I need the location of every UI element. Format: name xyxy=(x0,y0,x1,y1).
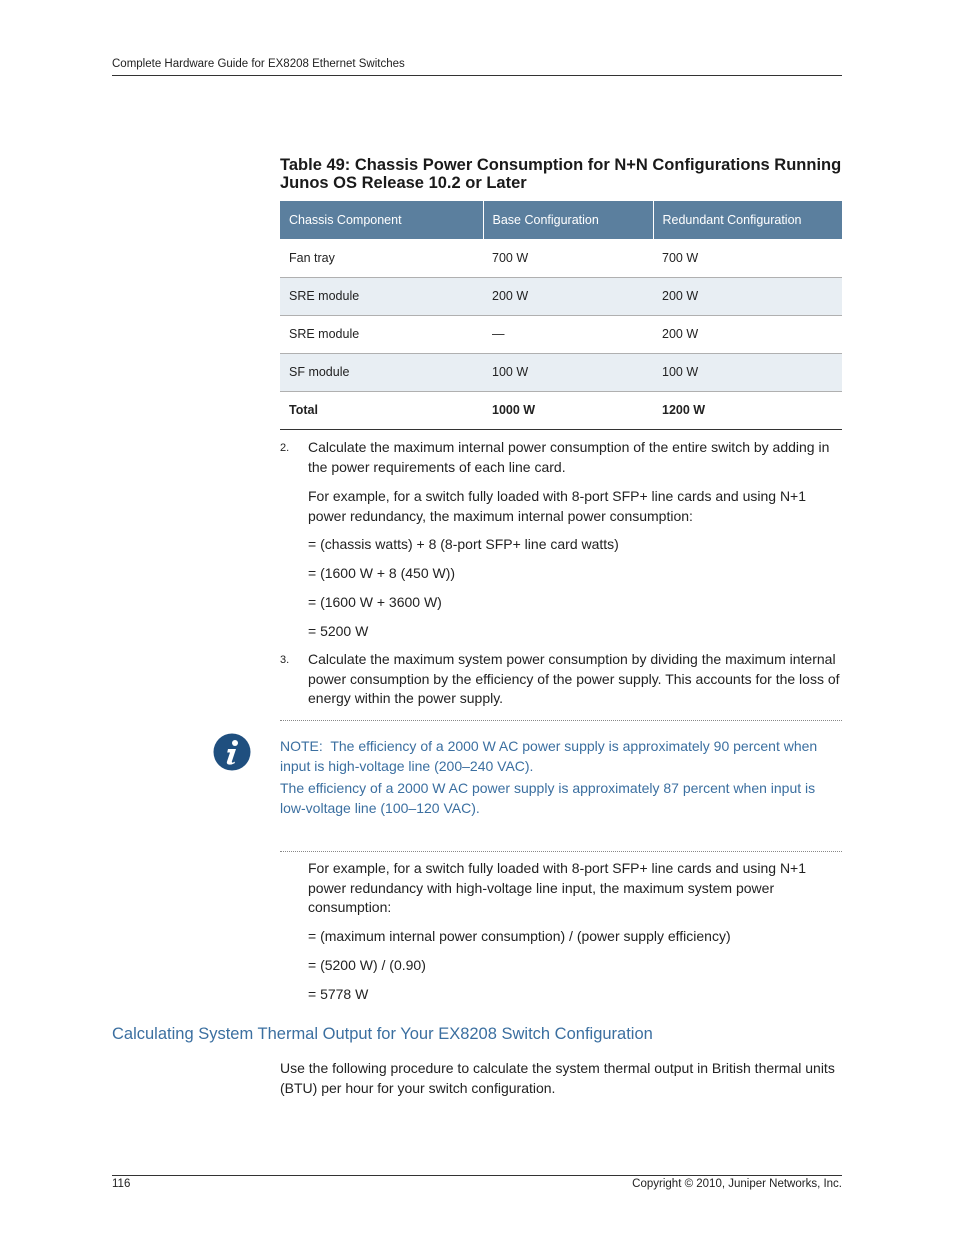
example-text: For example, for a switch fully loaded with 8-port SFP+ line cards and using N+1 power redundancy with high-voltage line input, the maximum system power consumption: xyxy=(308,860,807,915)
note-divider xyxy=(280,720,842,721)
running-header: Complete Hardware Guide for EX8208 Ethernet Switches xyxy=(112,58,405,70)
note-paragraph xyxy=(280,737,844,776)
table-cell: 700 W xyxy=(653,239,842,277)
header-rule xyxy=(112,75,842,76)
section-heading: Calculating System Thermal Output for Your EX8208 Switch Configuration xyxy=(112,1025,653,1043)
step-text: Calculate the maximum system power consumption by dividing the maximum internal power consumption by the efficiency of the power supply. This accounts for the loss of energy within the power supply. xyxy=(308,651,840,706)
column-header: Base Configuration xyxy=(483,201,653,239)
step-text: Calculate the maximum internal power consumption of the entire switch by adding in the power requirements of each line card. xyxy=(308,439,830,475)
table-cell: Fan tray xyxy=(280,239,483,277)
table-cell: Total xyxy=(280,391,483,429)
power-consumption-table xyxy=(280,201,842,430)
equation-line: = 5200 W xyxy=(308,623,369,639)
equation-line: = (1600 W + 8 (450 W)) xyxy=(308,565,456,581)
table-cell: 100 W xyxy=(483,353,653,391)
table-row xyxy=(280,315,842,353)
table-header-row xyxy=(280,201,842,239)
table-caption: Table 49: Chassis Power Consumption for N+N Configurations Running Junos OS Release 10.2 or Later xyxy=(280,156,842,192)
table-cell: 1200 W xyxy=(653,391,842,429)
table-cell: 200 W xyxy=(653,277,842,315)
example-text: For example, for a switch fully loaded with 8-port SFP+ line cards and using N+1 power redundancy, the maximum internal power consumption: xyxy=(308,488,807,524)
equation-line: = (maximum internal power consumption) / (power supply efficiency) xyxy=(308,928,731,944)
note-line: The efficiency of a 2000 W AC power supply is approximately 87 percent when input is low-voltage line (100–120 VAC). xyxy=(280,780,816,816)
step-number: 3. xyxy=(280,654,290,666)
note-divider xyxy=(280,851,842,852)
copyright: Copyright © 2010, Juniper Networks, Inc. xyxy=(632,1178,842,1190)
table-cell: SF module xyxy=(280,353,483,391)
equation-line: = 5778 W xyxy=(308,986,369,1002)
equation-line: = (5200 W) / (0.90) xyxy=(308,957,426,973)
note-line: The efficiency of a 2000 W AC power supply is approximately 90 percent when input is high-voltage line (200–240 VAC). xyxy=(280,738,818,774)
table-cell: — xyxy=(483,315,653,353)
table-row xyxy=(280,277,842,315)
equation-line: = (chassis watts) + 8 (8-port SFP+ line card watts) xyxy=(308,536,619,552)
column-header: Chassis Component xyxy=(280,201,483,239)
column-header: Redundant Configuration xyxy=(653,201,842,239)
footer-rule xyxy=(112,1175,842,1176)
table-row xyxy=(280,353,842,391)
table-cell: 100 W xyxy=(653,353,842,391)
table-cell: 200 W xyxy=(653,315,842,353)
table-cell: 1000 W xyxy=(483,391,653,429)
section-intro: Use the following procedure to calculate the system thermal output in British thermal units (BTU) per hour for your switch configuration. xyxy=(280,1060,835,1096)
table-cell: 200 W xyxy=(483,277,653,315)
table-total-row xyxy=(280,391,842,429)
table-cell: SRE module xyxy=(280,315,483,353)
table-cell: 700 W xyxy=(483,239,653,277)
note-label: NOTE: xyxy=(280,738,323,754)
page-number: 116 xyxy=(112,1178,131,1190)
equation-line: = (1600 W + 3600 W) xyxy=(308,594,442,610)
table-cell: SRE module xyxy=(280,277,483,315)
info-icon xyxy=(213,733,251,771)
table-row xyxy=(280,239,842,277)
step-number: 2. xyxy=(280,442,290,454)
